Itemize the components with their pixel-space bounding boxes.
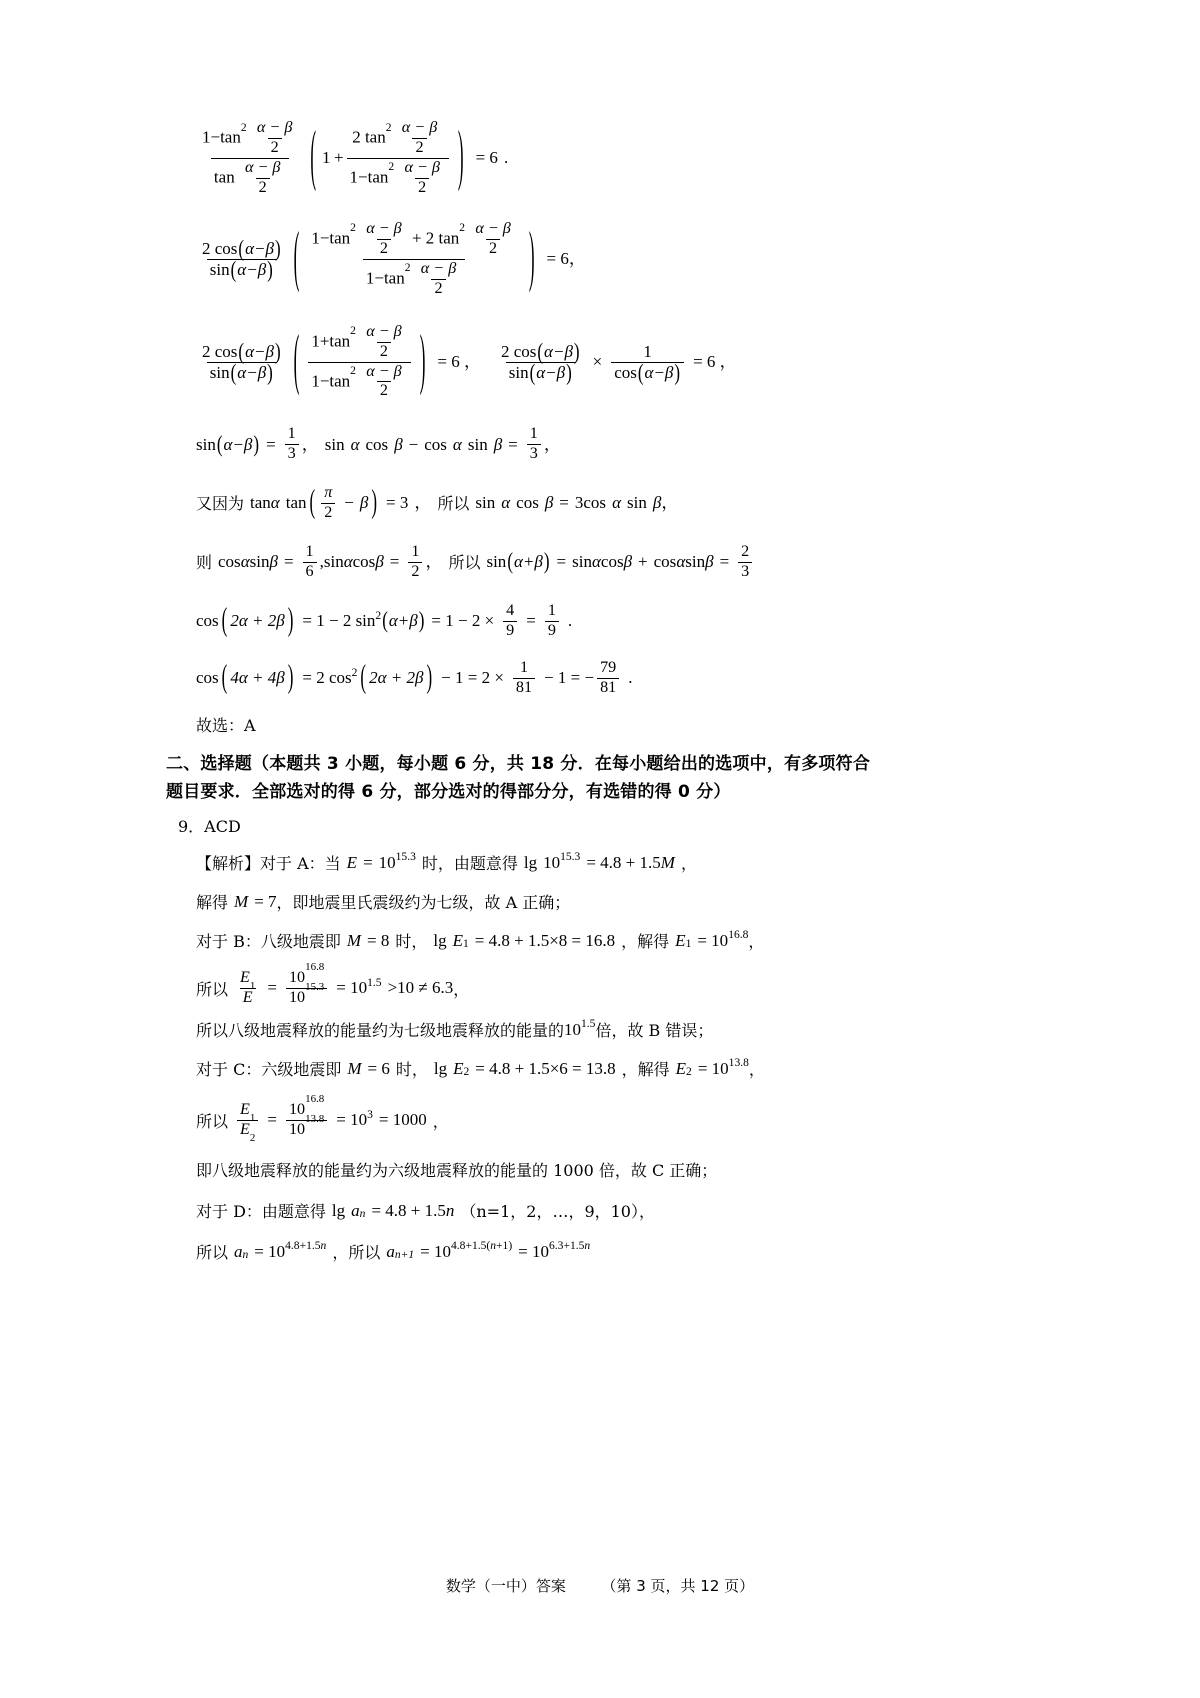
analysis-line-6-text-d: ， [748,1060,765,1080]
analysis-line-7-prefix: 所以 [196,1111,229,1131]
analysis-line-4-prefix: 所以 [196,979,229,999]
analysis-line-5-text-a: 所以八级地震释放的能量约为七级地震释放的能量的 [196,1021,565,1041]
analysis-line-2-prefix: 解得 [196,893,229,913]
analysis-line-9-text-b: （n=1，2，…，9，10）， [460,1202,655,1222]
analysis-line-6-text-b: 时， [395,1060,428,1080]
equation-1: $1-\tan^2$ $\frac{\alpha - \beta}{2}$ tan $\frac{\alpha - \beta}{2}$ ( 1 + 2 $\tan^2$ $\frac{\alpha - \beta}{2}$ $1-\tan^2$ $\frac{\alpha - \beta}{2}$ ) = 6 . [202,117,509,196]
eq5-mid: 所以 [437,494,470,513]
analysis-line-6: 对于 C：六级地震即 M = 6 时， lg E 2 = 4.8 + 1.5×6 = 13.8 ，解得 E 2 = 10 13.8 ， [196,1056,765,1080]
analysis-line-9-text-a: 对于 D：由题意得 [196,1202,326,1222]
document-content [166,117,1016,1263]
footer-subject: 数学（一中）答案 [445,1577,566,1595]
analysis-line-1-text-b: 时，由题意得 [421,854,518,874]
analysis-line-3-text-b: 时， [395,932,428,952]
analysis-line-3: 对于 B：八级地震即 M = 8 时， lg E 1 = 4.8 + 1.5×8 = 16.8 ，解得 E 1 = 10 16.8 ， [196,928,765,952]
analysis-line-1-text-c: ， [680,854,697,874]
equation-4: sin ( α−β ) = $\frac{1}{3}$ ， sin α cos β − cos α sin β = $\frac{1}{3}$ ， [196,425,561,463]
analysis-line-6-text-c: ，解得 [621,1060,670,1080]
equation-5: 又因为 tan α tan ( $\frac{\pi}{2}$ − β ) = 3 ， 所以 sin α cos β = 3 cos α sin β ， [196,484,679,522]
eq6-prefix: 则 [196,552,213,572]
analysis-line-2-text: ，即地震里氏震级约为七级，故 A 正确； [276,893,571,913]
analysis-line-9: 对于 D：由题意得 lg a n = 4.8 + 1.5 n （n=1，2，…，9，10）， [196,1200,655,1222]
analysis-line-5: 所以八级地震释放的能量约为七级地震释放的能量的 10 1.5 倍，故 B 错误； [196,1017,714,1041]
analysis-line-2: 解得 M = 7 ，即地震里氏震级约为七级，故 A 正确； [196,891,571,913]
analysis-line-4-suffix: ， [453,979,470,999]
equation-7: cos ( 2α + 2β ) = 1 − 2 sin 2 ( α+β ) = 1 − 2 × $\frac{4}{9}$ = $\frac{1}{9}$ . [196,601,573,640]
equation-3: $\frac{2 \cos(\alpha-\beta)}{\sin(\alpha-\beta)}$ ( $1+\tan^2$ $\frac{\alpha - \beta}{2}$ $1-\tan^2$ $\frac{\alpha - \beta}{2}$ ) = 6 ， $\frac{2 \cos(\alpha-\beta)}{\sin(\alpha-\beta)}$ × $\frac{1}{\cos(\alpha-\beta)}$ = 6 ， [202,320,737,400]
analysis-line-10-text-b: ，所以 [332,1243,381,1263]
analysis-tag: 【解析】 [196,854,261,874]
analysis-line-5-text-b: 倍，故 B 错误； [595,1021,714,1041]
page-footer [0,1575,1200,1596]
analysis-line-6-text-a: 对于 C：六级地震即 [196,1060,342,1080]
analysis-line-4: 所以 $\frac{E_1}{E}$ = $\frac{10^{16.8}}{10^{15.3}}$ = 10 1.5 >10 ≠ 6.3 ， [196,961,470,1006]
analysis-line-8-text: 即八级地震释放的能量约为六级地震释放的能量的 1000 倍，故 C 正确； [196,1161,718,1181]
eq5-prefix: 又因为 [196,494,245,513]
analysis-line-3-text-d: ， [748,932,765,952]
equation-8: cos ( 4α + 4β ) = 2 cos 2 ( 2α + 2β ) − 1 = 2 × $\frac{1}{81}$ − 1 = − $\frac{79}{81}$ . [196,658,633,697]
footer-page-label: （第 3 页，共 12 页） [601,1577,755,1595]
analysis-line-3-text-c: ，解得 [621,932,670,952]
analysis-line-8 [196,1158,1016,1181]
analysis-line-10: 所以 a n = 10 4.8+1.5n ，所以 a n+1 = 10 4.8+1.5(n+1) = 10 6.3+1.5n [196,1239,591,1263]
equation-2: $\frac{2 \cos(\alpha-\beta)}{\sin(\alpha-\beta)}$ ( $1-\tan^2$ $\frac{\alpha - \beta}{2}$ + 2 $\tan^2$ $\frac{\alpha - \beta}{2}$ $1-\tan^2$ $\frac{\alpha - \beta}{2}$ ) = 6， [202,217,586,297]
analysis-line-1: 【解析】 对于 A：当 E = 10 15.3 时，由题意得 lg 10 15.3 = 4.8 + 1.5 M ， [196,850,697,874]
section-2-heading-line1: 二、选择题（本题共 3 小题，每小题 6 分，共 18 分．在每小题给出的选项中，有多项符合 [166,753,871,774]
question-9-answer: 9．ACD [178,817,241,837]
analysis-line-7: 所以 $\frac{E_1}{E_2}$ = $\frac{10^{16.8}}{10^{13.8}}$ = 10 3 = 1000 ， [196,1093,449,1145]
final-answer-line: 故选：A [196,715,256,735]
analysis-line-10-text-a: 所以 [196,1243,229,1263]
analysis-line-3-text-a: 对于 B：八级地震即 [196,932,341,952]
analysis-line-1-text-a: 对于 A：当 [260,854,341,874]
analysis-line-7-suffix: ， [432,1111,449,1131]
equation-6: 则 cos α sin β = $\frac{1}{6}$ , sin α cos β = $\frac{1}{2}$ ， 所以 sin ( α+β ) = sin α cos β + cos α sin β = $\frac{2}{3}$ [196,544,1016,581]
eq6-mid: 所以 [448,552,481,572]
section-2-heading-line2: 题目要求．全部选对的得 6 分，部分选对的得部分分，有选错的得 0 分） [166,782,731,803]
